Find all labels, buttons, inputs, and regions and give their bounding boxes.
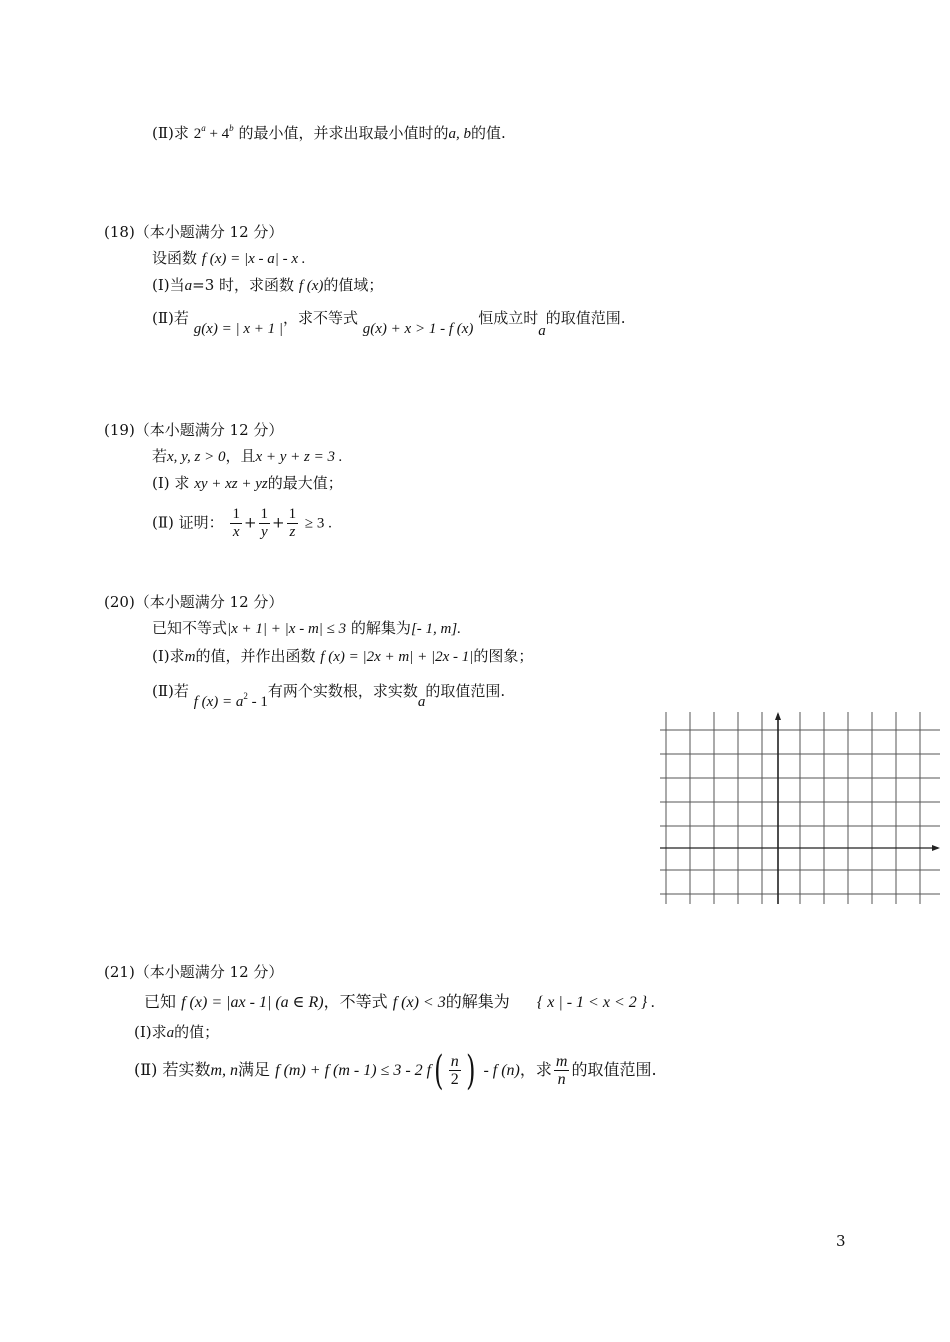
q21-ineq: f (x) < 3 xyxy=(392,994,446,1011)
math-plus4: + 4 xyxy=(205,126,230,142)
text-span: ，求 xyxy=(519,1060,552,1079)
q19-line2 xyxy=(152,473,343,494)
text-span: 1 xyxy=(260,506,269,522)
q18-g: g(x) = | x + 1 | xyxy=(193,321,283,337)
text-span: 有两个实数根，求实数 xyxy=(267,682,418,700)
q20-a: a xyxy=(417,694,426,710)
text-span: - 1 xyxy=(247,694,268,710)
text-span: x xyxy=(232,524,240,540)
text-span: (Ⅰ) 求 xyxy=(152,474,190,492)
text-span: 的图象； xyxy=(473,647,534,665)
text-span: 2 xyxy=(450,1071,459,1088)
q21-function: f (x) = |ax - 1| (a ∈ R) xyxy=(181,994,324,1011)
q18-a2: a xyxy=(538,323,546,339)
text-span: 的取值范围. xyxy=(571,1060,657,1079)
text-span: 的最小值，并求出取最小值时的 xyxy=(238,124,449,142)
q19-frac-1 xyxy=(230,506,242,541)
q21-ratio xyxy=(554,1053,570,1088)
text-span: 1 xyxy=(288,506,297,522)
text-span: (Ⅱ) 若实数 xyxy=(134,1060,211,1079)
q20-line2 xyxy=(152,646,533,667)
q18-heading: (18)（本小题满分 12 分） xyxy=(104,223,284,241)
text-span: 的值，并作出函数 xyxy=(195,647,316,665)
q21-left: f (m) + f (m - 1) ≤ 3 - 2 f xyxy=(275,1062,432,1079)
q20-heading: (20)（本小题满分 12 分） xyxy=(104,593,284,611)
x-axis-arrow xyxy=(932,845,940,851)
q20-m: m xyxy=(184,649,196,665)
text-span: (Ⅱ)求 xyxy=(152,124,189,142)
text-span: 满足 xyxy=(238,1060,271,1079)
q21-a: a xyxy=(166,1025,175,1041)
q19-line1 xyxy=(152,446,343,467)
q19-heading: (19)（本小题满分 12 分） xyxy=(104,421,284,439)
text-span: (Ⅰ)求 xyxy=(152,647,185,665)
page-number: 3 xyxy=(836,1232,846,1250)
text-span: 恒成立时 xyxy=(478,309,539,327)
text-span: (Ⅱ)若 xyxy=(152,682,189,700)
q20-line3 xyxy=(152,676,506,710)
text-span: ，且 xyxy=(225,447,256,465)
q18-function: f (x) = |x - a| - x . xyxy=(201,251,306,267)
math-sup-b: b xyxy=(229,123,234,133)
q18-line2 xyxy=(152,275,383,296)
q21-line1 xyxy=(144,992,655,1013)
q20-set: [- 1, m]. xyxy=(410,621,461,637)
q21-half-frac xyxy=(449,1053,461,1088)
q18-a: a xyxy=(184,278,193,294)
text-span: 的取值范围. xyxy=(545,309,626,327)
q19-frac-3 xyxy=(287,506,299,541)
text-span: 的解集为 xyxy=(445,992,510,1011)
q21-line3 xyxy=(134,1048,657,1093)
text-span: 的最大值； xyxy=(267,474,343,492)
q20-eq xyxy=(193,691,268,710)
text-span: 的值. xyxy=(470,124,506,142)
q20-ineq: |x + 1| + |x - m| ≤ 3 xyxy=(227,621,347,637)
q19-sum: x + y + z = 3 . xyxy=(255,449,343,465)
q21-line2 xyxy=(134,1022,219,1043)
q19-line3: (Ⅱ) 证明： $\frac{1}{x}$ + $\frac{1}{y}$ + $\frac{1}{z}$ ≥ 3 . xyxy=(152,506,332,540)
text-span: m xyxy=(555,1053,568,1070)
text-span: y xyxy=(260,524,268,540)
text-span: 已知 xyxy=(144,992,177,1011)
q21-mn: m, n xyxy=(210,1062,239,1079)
text-span: 的值域； xyxy=(323,276,384,294)
q21-right: - f (n) xyxy=(483,1062,520,1079)
q19-ge: ≥ 3 . xyxy=(304,515,332,532)
text-span: n xyxy=(450,1053,459,1070)
q18-line3 xyxy=(152,308,626,339)
coordinate-grid xyxy=(660,712,940,904)
text-span: (Ⅱ) 证明： xyxy=(152,513,224,532)
text-span: ，不等式 xyxy=(323,992,388,1011)
q21-heading: (21)（本小题满分 12 分） xyxy=(104,963,284,981)
y-axis-arrow xyxy=(775,712,781,720)
text-span: 已知不等式 xyxy=(152,619,228,637)
grid-svg xyxy=(660,712,940,904)
right-paren: ) xyxy=(465,1047,476,1094)
text-span: 若 xyxy=(152,447,168,465)
text-span: n xyxy=(557,1071,566,1088)
q20-line1 xyxy=(152,618,461,639)
text-span: 的值； xyxy=(174,1023,220,1041)
q21-set: { x | - 1 < x < 2 } . xyxy=(536,994,656,1011)
q20-function: f (x) = |2x + m| + |2x - 1| xyxy=(320,649,474,665)
math-2: 2 xyxy=(193,126,202,142)
text-span: (Ⅱ)若 xyxy=(152,309,189,327)
text-span: f (x) = a xyxy=(193,694,244,710)
q18-line1 xyxy=(152,248,306,269)
grid-lines xyxy=(660,712,940,904)
q19-expr: xy + xz + yz xyxy=(194,476,268,492)
q17-part2-line xyxy=(152,118,506,144)
left-paren: ( xyxy=(434,1047,444,1094)
text-span: ，求不等式 xyxy=(282,309,358,327)
text-span: 设函数 xyxy=(152,249,198,267)
text-span: z xyxy=(289,524,296,540)
text-span: (Ⅰ)当 xyxy=(152,276,185,294)
q19-xyz: x, y, z > 0 xyxy=(167,449,226,465)
text-span: =3 时，求函数 xyxy=(192,276,295,294)
q18-fx: f (x) xyxy=(298,278,324,294)
q19-frac-2 xyxy=(259,506,271,541)
text-span: (Ⅰ)求 xyxy=(134,1023,167,1041)
text-span: 的取值范围. xyxy=(425,682,506,700)
q18-ineq: g(x) + x > 1 - f (x) xyxy=(362,321,474,337)
math-ab: a, b xyxy=(448,126,471,142)
text-span: 的解集为 xyxy=(350,619,411,637)
text-span: 2 xyxy=(243,691,248,701)
math-sup-a: a xyxy=(201,123,206,133)
text-span: 1 xyxy=(232,506,240,522)
